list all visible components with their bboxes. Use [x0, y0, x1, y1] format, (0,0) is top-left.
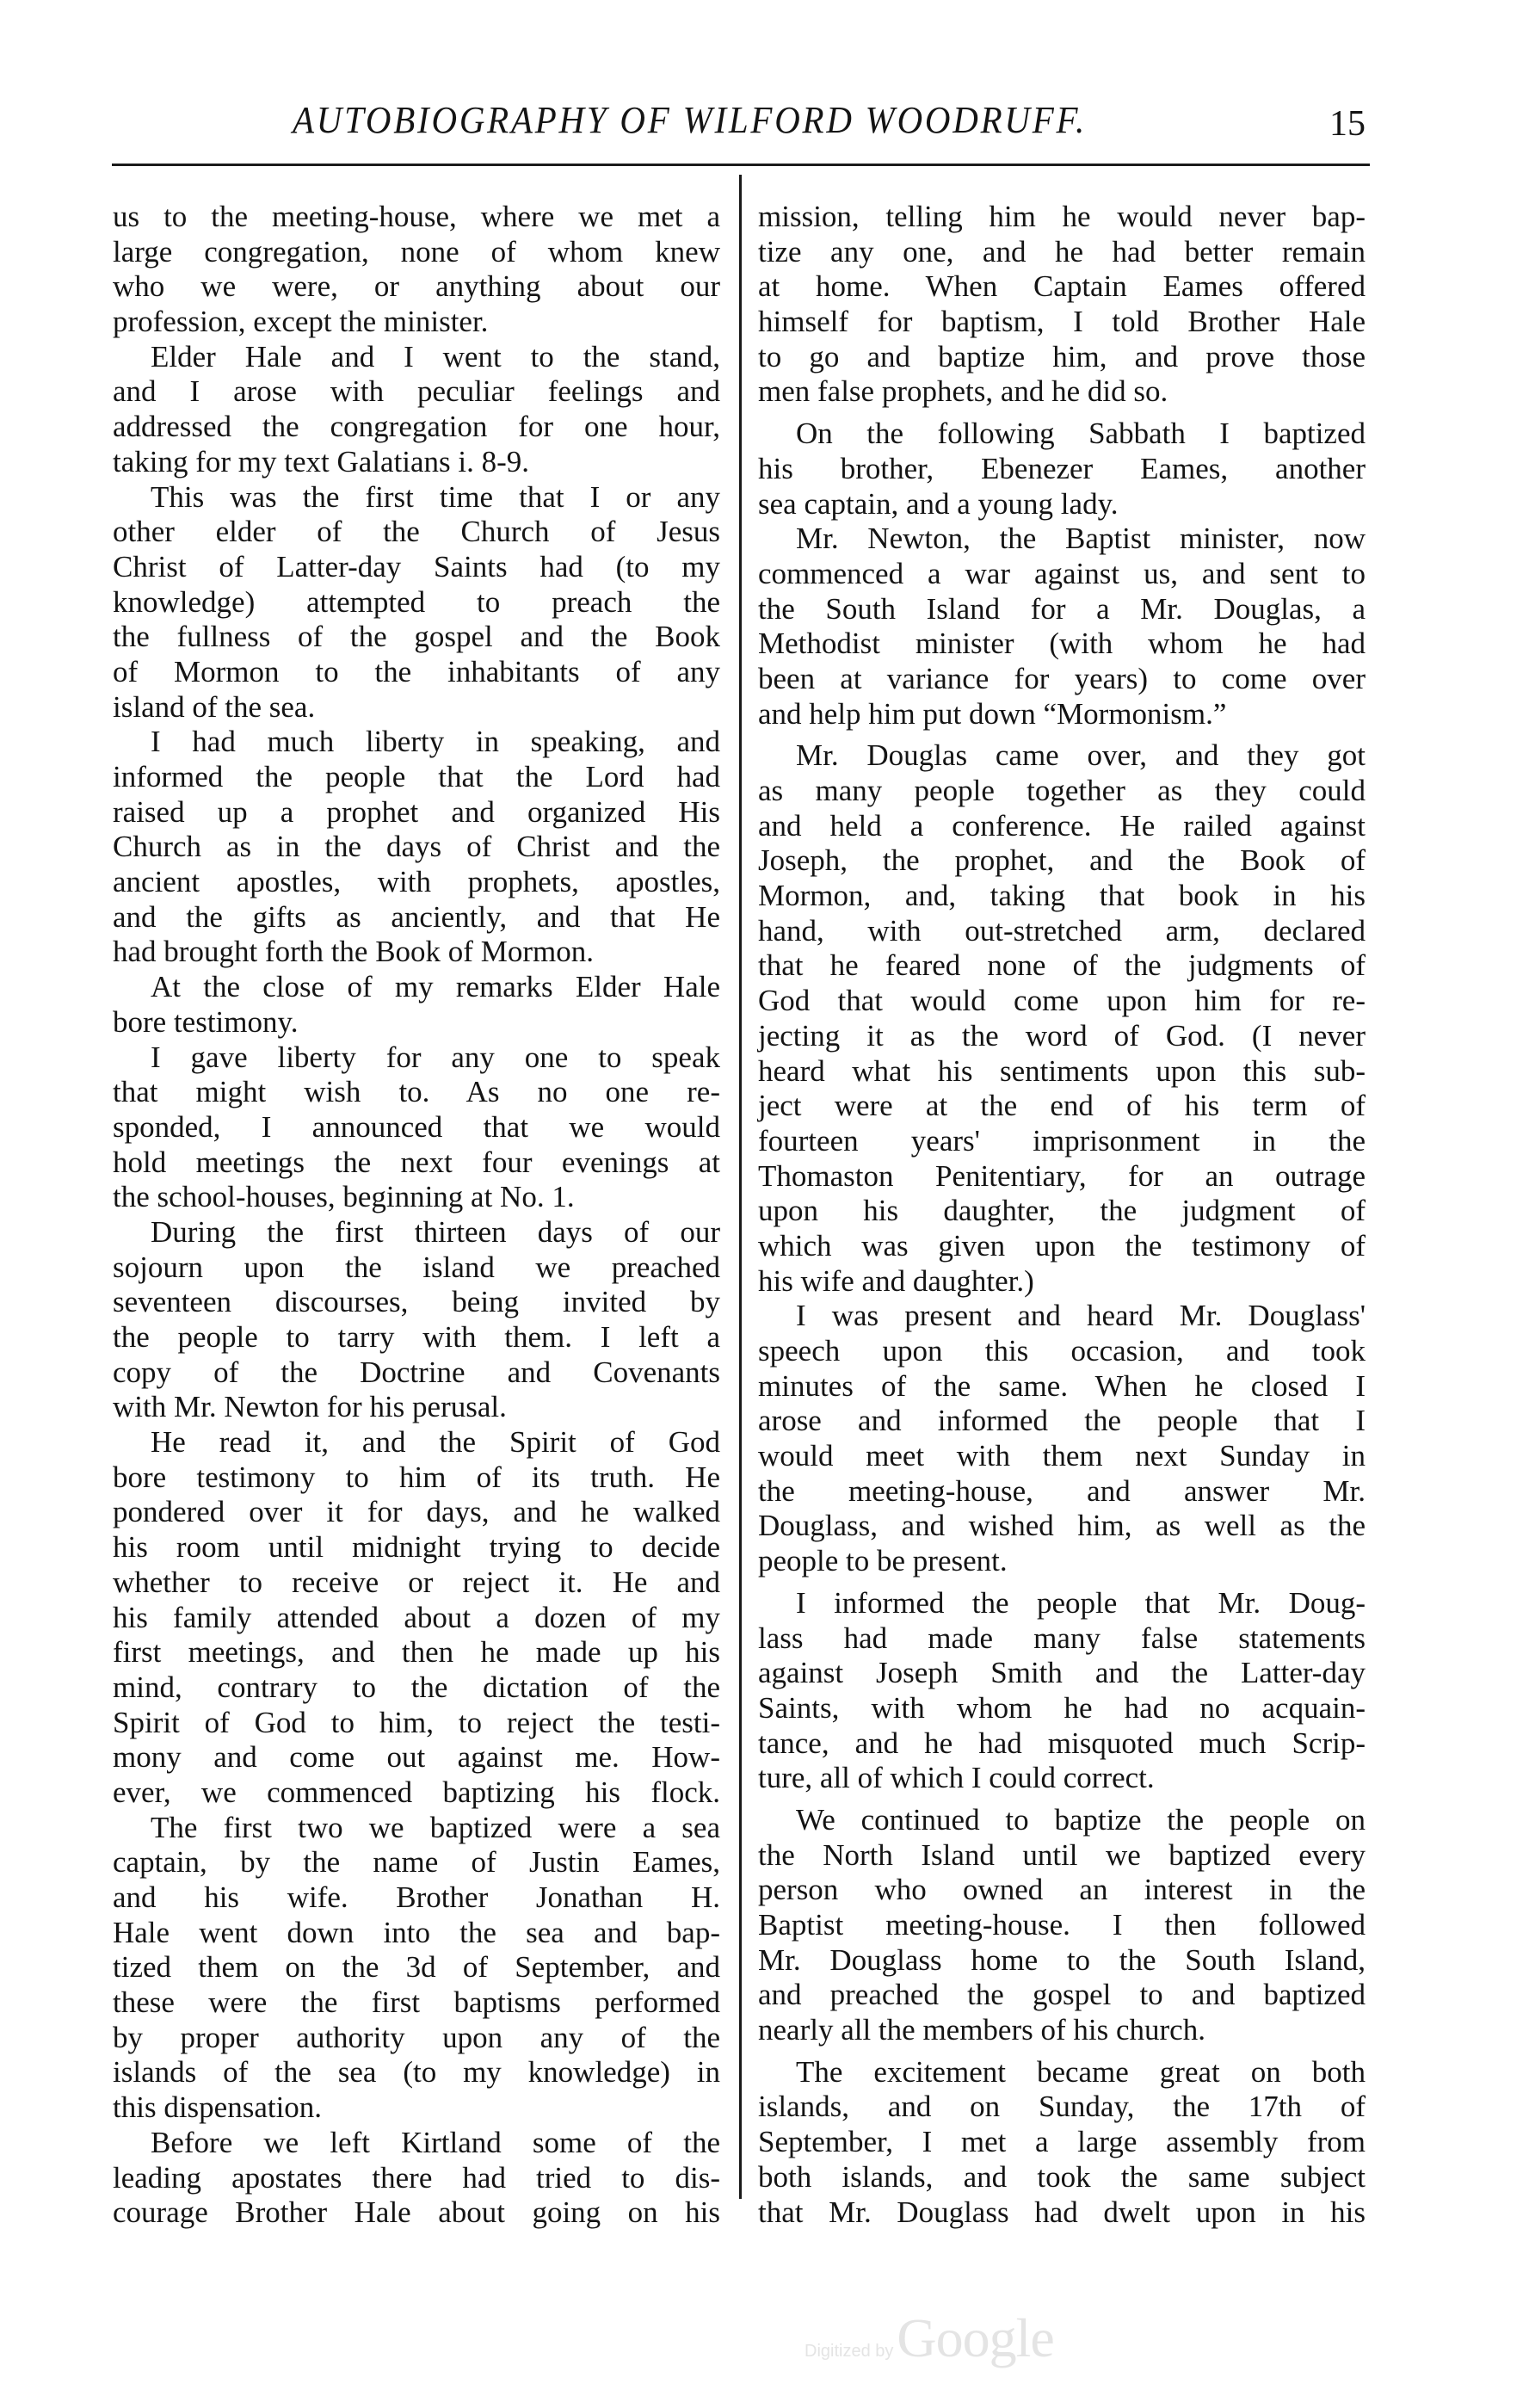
text-line: mony and come out against me. How-	[113, 1740, 720, 1775]
text-line: ject were at the end of his term of	[758, 1089, 1366, 1123]
text-line: sponded, I announced that we would	[113, 1109, 720, 1144]
text-line: arose and informed the people that I	[758, 1404, 1366, 1438]
text-line: which was given upon the testimony of	[758, 1228, 1366, 1263]
text-line: He read it, and the Spirit of God	[151, 1425, 720, 1460]
text-line: I had much liberty in speaking, and	[151, 725, 720, 759]
text-line: the people to tarry with them. I left a	[113, 1320, 720, 1354]
text-line: the fullness of the gospel and the Book	[113, 620, 720, 654]
column-divider	[739, 175, 742, 2199]
text-line: had brought forth the Book of Mormon.	[113, 935, 594, 969]
text-line: captain, by the name of Justin Eames,	[113, 1845, 720, 1880]
text-line: mission, telling him he would never bap-	[758, 200, 1366, 233]
text-line: Hale went down into the sea and bap-	[113, 1915, 720, 1949]
text-line: would meet with them next Sunday in	[758, 1439, 1366, 1473]
text-line: On the following Sabbath I baptized	[796, 417, 1366, 451]
text-line: upon his daughter, the judgment of	[758, 1194, 1366, 1228]
text-line: his room until midnight trying to decide	[113, 1530, 720, 1565]
text-line: bore testimony.	[113, 1004, 299, 1039]
text-line: whether to receive or reject it. He and	[113, 1565, 720, 1599]
text-line: against Joseph Smith and the Latter-day	[758, 1656, 1366, 1690]
text-line: knowledge) attempted to preach the	[113, 584, 720, 619]
text-line: that Mr. Douglass had dwelt upon in his	[758, 2195, 1366, 2229]
text-line: Mr. Douglas came over, and they got	[796, 738, 1366, 773]
text-line: nearly all the members of his church.	[758, 2013, 1205, 2047]
text-line: Mormon, and, taking that book in his	[758, 879, 1366, 913]
text-line: Joseph, the prophet, and the Book of	[758, 843, 1366, 878]
text-line: During the first thirteen days of our	[151, 1214, 720, 1249]
text-line: tance, and he had misquoted much Scrip-	[758, 1726, 1366, 1760]
text-line: lass had made many false statements	[758, 1621, 1366, 1655]
text-line: Elder Hale and I went to the stand,	[151, 339, 720, 374]
text-line: Church as in the days of Christ and the	[113, 830, 720, 864]
text-line: At the close of my remarks Elder Hale	[151, 970, 720, 1004]
text-line: The first two we baptized were a sea	[151, 1810, 720, 1844]
text-line: islands, and on Sunday, the 17th of	[758, 2090, 1366, 2124]
text-line: us to the meeting-house, where we met a	[113, 200, 720, 233]
text-line: been at variance for years) to come over	[758, 661, 1366, 695]
text-line: Mr. Newton, the Baptist minister, now	[796, 522, 1366, 556]
text-line: the school-houses, beginning at No. 1.	[113, 1180, 575, 1214]
text-line: his family attended about a dozen of my	[113, 1600, 720, 1634]
text-line: that might wish to. As no one re-	[113, 1075, 720, 1109]
text-line: ever, we commenced baptizing his flock.	[113, 1775, 720, 1809]
text-line: at home. When Captain Eames offered	[758, 269, 1366, 304]
text-line: and the gifts as anciently, and that He	[113, 899, 720, 934]
text-line: seventeen discourses, being invited by	[113, 1285, 720, 1319]
text-line: Spirit of God to him, to reject the testi-	[113, 1705, 720, 1739]
text-line: courage Brother Hale about going on his	[113, 2195, 720, 2230]
text-line: and preached the gospel to and baptized	[758, 1978, 1366, 2012]
text-line: profession, except the minister.	[113, 305, 489, 339]
text-line: this dispensation.	[113, 2090, 323, 2125]
digitized-by-google-watermark	[805, 2306, 1054, 2370]
text-line: and I arose with peculiar feelings and	[113, 374, 720, 409]
text-line: leading apostates there had tried to dis-	[113, 2160, 720, 2195]
text-line: mind, contrary to the dictation of the	[113, 1670, 720, 1704]
text-line: speech upon this occasion, and took	[758, 1334, 1366, 1368]
page-number: 15	[1329, 104, 1366, 144]
text-line: Mr. Douglass home to the South Island,	[758, 1942, 1366, 1977]
google-logo-text: Google	[897, 2307, 1054, 2368]
text-line: as many people together as they could	[758, 774, 1366, 807]
text-line: that he feared none of the judgments of	[758, 948, 1366, 983]
text-line: first meetings, and then he made up his	[113, 1635, 720, 1670]
text-line: and help him put down “Mormonism.”	[758, 696, 1227, 731]
running-head: AUTOBIOGRAPHY OF WILFORD WOODRUFF.	[293, 99, 1088, 141]
text-line: Thomaston Penitentiary, for an outrage	[758, 1158, 1366, 1193]
text-line: informed the people that the Lord had	[113, 760, 720, 793]
text-line: his brother, Ebenezer Eames, another	[758, 451, 1366, 485]
text-line: Douglass, and wished him, as well as the	[758, 1509, 1366, 1543]
text-line: copy of the Doctrine and Covenants	[113, 1355, 720, 1389]
text-line: September, I met a large assembly from	[758, 2125, 1366, 2159]
text-line: taking for my text Galatians i. 8-9.	[113, 444, 530, 479]
header-rule	[112, 164, 1370, 166]
text-line: ancient apostles, with prophets, apostles,	[113, 865, 720, 899]
text-line: islands of the sea (to my knowledge) in	[113, 2055, 720, 2090]
text-line: heard what his sentiments upon this sub-	[758, 1053, 1366, 1088]
text-column-right	[758, 200, 1366, 2230]
text-line: person who owned an interest in the	[758, 1873, 1366, 1907]
text-line: both islands, and took the same subject	[758, 2159, 1366, 2194]
text-line: God that would come upon him for re-	[758, 984, 1366, 1018]
text-line: tized them on the 3d of September, and	[113, 1950, 720, 1985]
watermark-prefix: Digitized by	[805, 2342, 894, 2361]
text-line: the meeting-house, and answer Mr.	[758, 1473, 1366, 1508]
text-line: fourteen years' imprisonment in the	[758, 1123, 1366, 1158]
text-line: ture, all of which I could correct.	[758, 1761, 1155, 1795]
text-line: the North Island until we baptized every	[758, 1837, 1366, 1872]
text-line: bore testimony to him of its truth. He	[113, 1460, 720, 1494]
text-line: The excitement became great on both	[796, 2054, 1366, 2089]
text-line: Baptist meeting-house. I then followed	[758, 1908, 1366, 1942]
text-line: large congregation, none of whom knew	[113, 234, 720, 269]
text-line: hold meetings the next four evenings at	[113, 1145, 720, 1179]
text-line: commenced a war against us, and sent to	[758, 556, 1366, 590]
text-line: other elder of the Church of Jesus	[113, 515, 720, 549]
text-line: himself for baptism, I told Brother Hale	[758, 305, 1366, 339]
text-line: I gave liberty for any one to speak	[151, 1040, 720, 1074]
text-line: This was the first time that I or any	[151, 479, 720, 514]
text-line: of Mormon to the inhabitants of any	[113, 654, 720, 688]
text-line: Before we left Kirtland some of the	[151, 2125, 720, 2159]
text-line: island of the sea.	[113, 689, 316, 724]
text-line: men false prophets, and he did so.	[758, 374, 1168, 409]
text-line: Christ of Latter-day Saints had (to my	[113, 549, 720, 583]
text-line: I was present and heard Mr. Douglass'	[796, 1299, 1366, 1333]
text-line: I informed the people that Mr. Doug-	[796, 1585, 1366, 1620]
text-line: Methodist minister (with whom he had	[758, 627, 1366, 661]
text-line: his wife and daughter.)	[758, 1263, 1034, 1298]
text-line: raised up a prophet and organized His	[113, 794, 720, 829]
text-column-left	[113, 200, 720, 2231]
text-line: with Mr. Newton for his perusal.	[113, 1390, 507, 1424]
text-line: Saints, with whom he had no acquain-	[758, 1690, 1366, 1725]
text-line: the South Island for a Mr. Douglas, a	[758, 591, 1366, 626]
text-line: who we were, or anything about our	[113, 269, 720, 304]
text-line: addressed the congregation for one hour,	[113, 410, 720, 444]
text-line: these were the first baptisms performed	[113, 1985, 720, 2020]
text-line: and held a conference. He railed against	[758, 808, 1366, 843]
text-line: tize any one, and he had better remain	[758, 234, 1366, 269]
text-line: sojourn upon the island we preached	[113, 1250, 720, 1284]
text-line: and his wife. Brother Jonathan H.	[113, 1880, 720, 1914]
text-line: sea captain, and a young lady.	[758, 486, 1119, 521]
text-line: pondered over it for days, and he walked	[113, 1495, 720, 1529]
text-line: people to be present.	[758, 1544, 1008, 1578]
text-line: hand, with out-stretched arm, declared	[758, 913, 1366, 948]
text-line: by proper authority upon any of the	[113, 2020, 720, 2054]
text-line: jecting it as the word of God. (I never	[758, 1018, 1366, 1053]
text-line: We continued to baptize the people on	[796, 1802, 1366, 1837]
text-line: minutes of the same. When he closed I	[758, 1368, 1366, 1403]
text-line: to go and baptize him, and prove those	[758, 339, 1366, 374]
